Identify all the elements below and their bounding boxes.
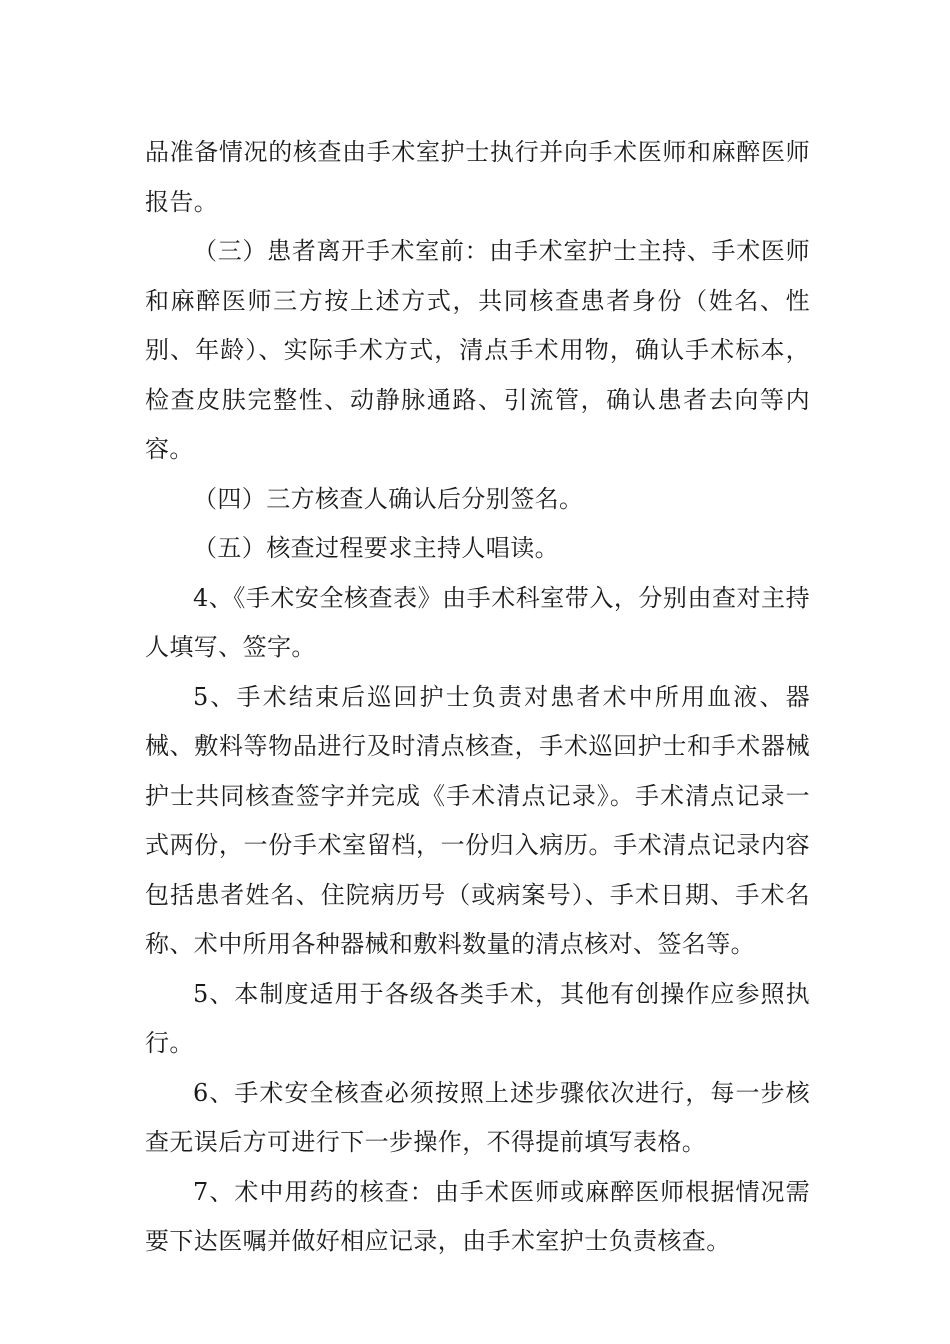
paragraph-1: 品准备情况的核查由手术室护士执行并向手术医师和麻醉医师报告。 xyxy=(145,138,810,216)
paragraph-2: （三）患者离开手术室前：由手术室护士主持、手术医师和麻醉医师三方按上述方式，共同核查患者身份（姓名、性别、年龄）、实际手术方式，清点手术用物，确认手术标本，检查皮肤完整性、动静脉通路、引流管，确认患者去向等内容。 xyxy=(145,237,810,463)
paragraph-5: 4、《手术安全核查表》由手术科室带入，分别由查对主持人填写、签字。 xyxy=(145,583,810,661)
paragraph-8: 6、手术安全核查必须按照上述步骤依次进行，每一步核查无误后方可进行下一步操作，不得提前填写表格。 xyxy=(145,1078,810,1156)
paragraph-3: （四）三方核查人确认后分别签名。 xyxy=(193,484,584,513)
paragraph-7: 5、本制度适用于各级各类手术，其他有创操作应参照执行。 xyxy=(145,979,810,1057)
paragraph-4: （五）核查过程要求主持人唱读。 xyxy=(193,534,559,562)
document-body xyxy=(145,128,810,1267)
paragraph-9: 7、术中用药的核查：由手术医师或麻醉医师根据情况需要下达医嘱并做好相应记录，由手术室护士负责核查。 xyxy=(145,1177,810,1255)
paragraph-6: 5、手术结束后巡回护士负责对患者术中所用血液、器械、敷料等物品进行及时清点核查，手术巡回护士和手术器械护士共同核查签字并完成《手术清点记录》。手术清点记录一式两份，一份手术室留档，一份归入病历。手术清点记录内容包括患者姓名、住院病历号（或病案号）、手术日期、手术名称、术中所用各种器械和敷料数量的清点核对、签名等。 xyxy=(145,682,810,958)
